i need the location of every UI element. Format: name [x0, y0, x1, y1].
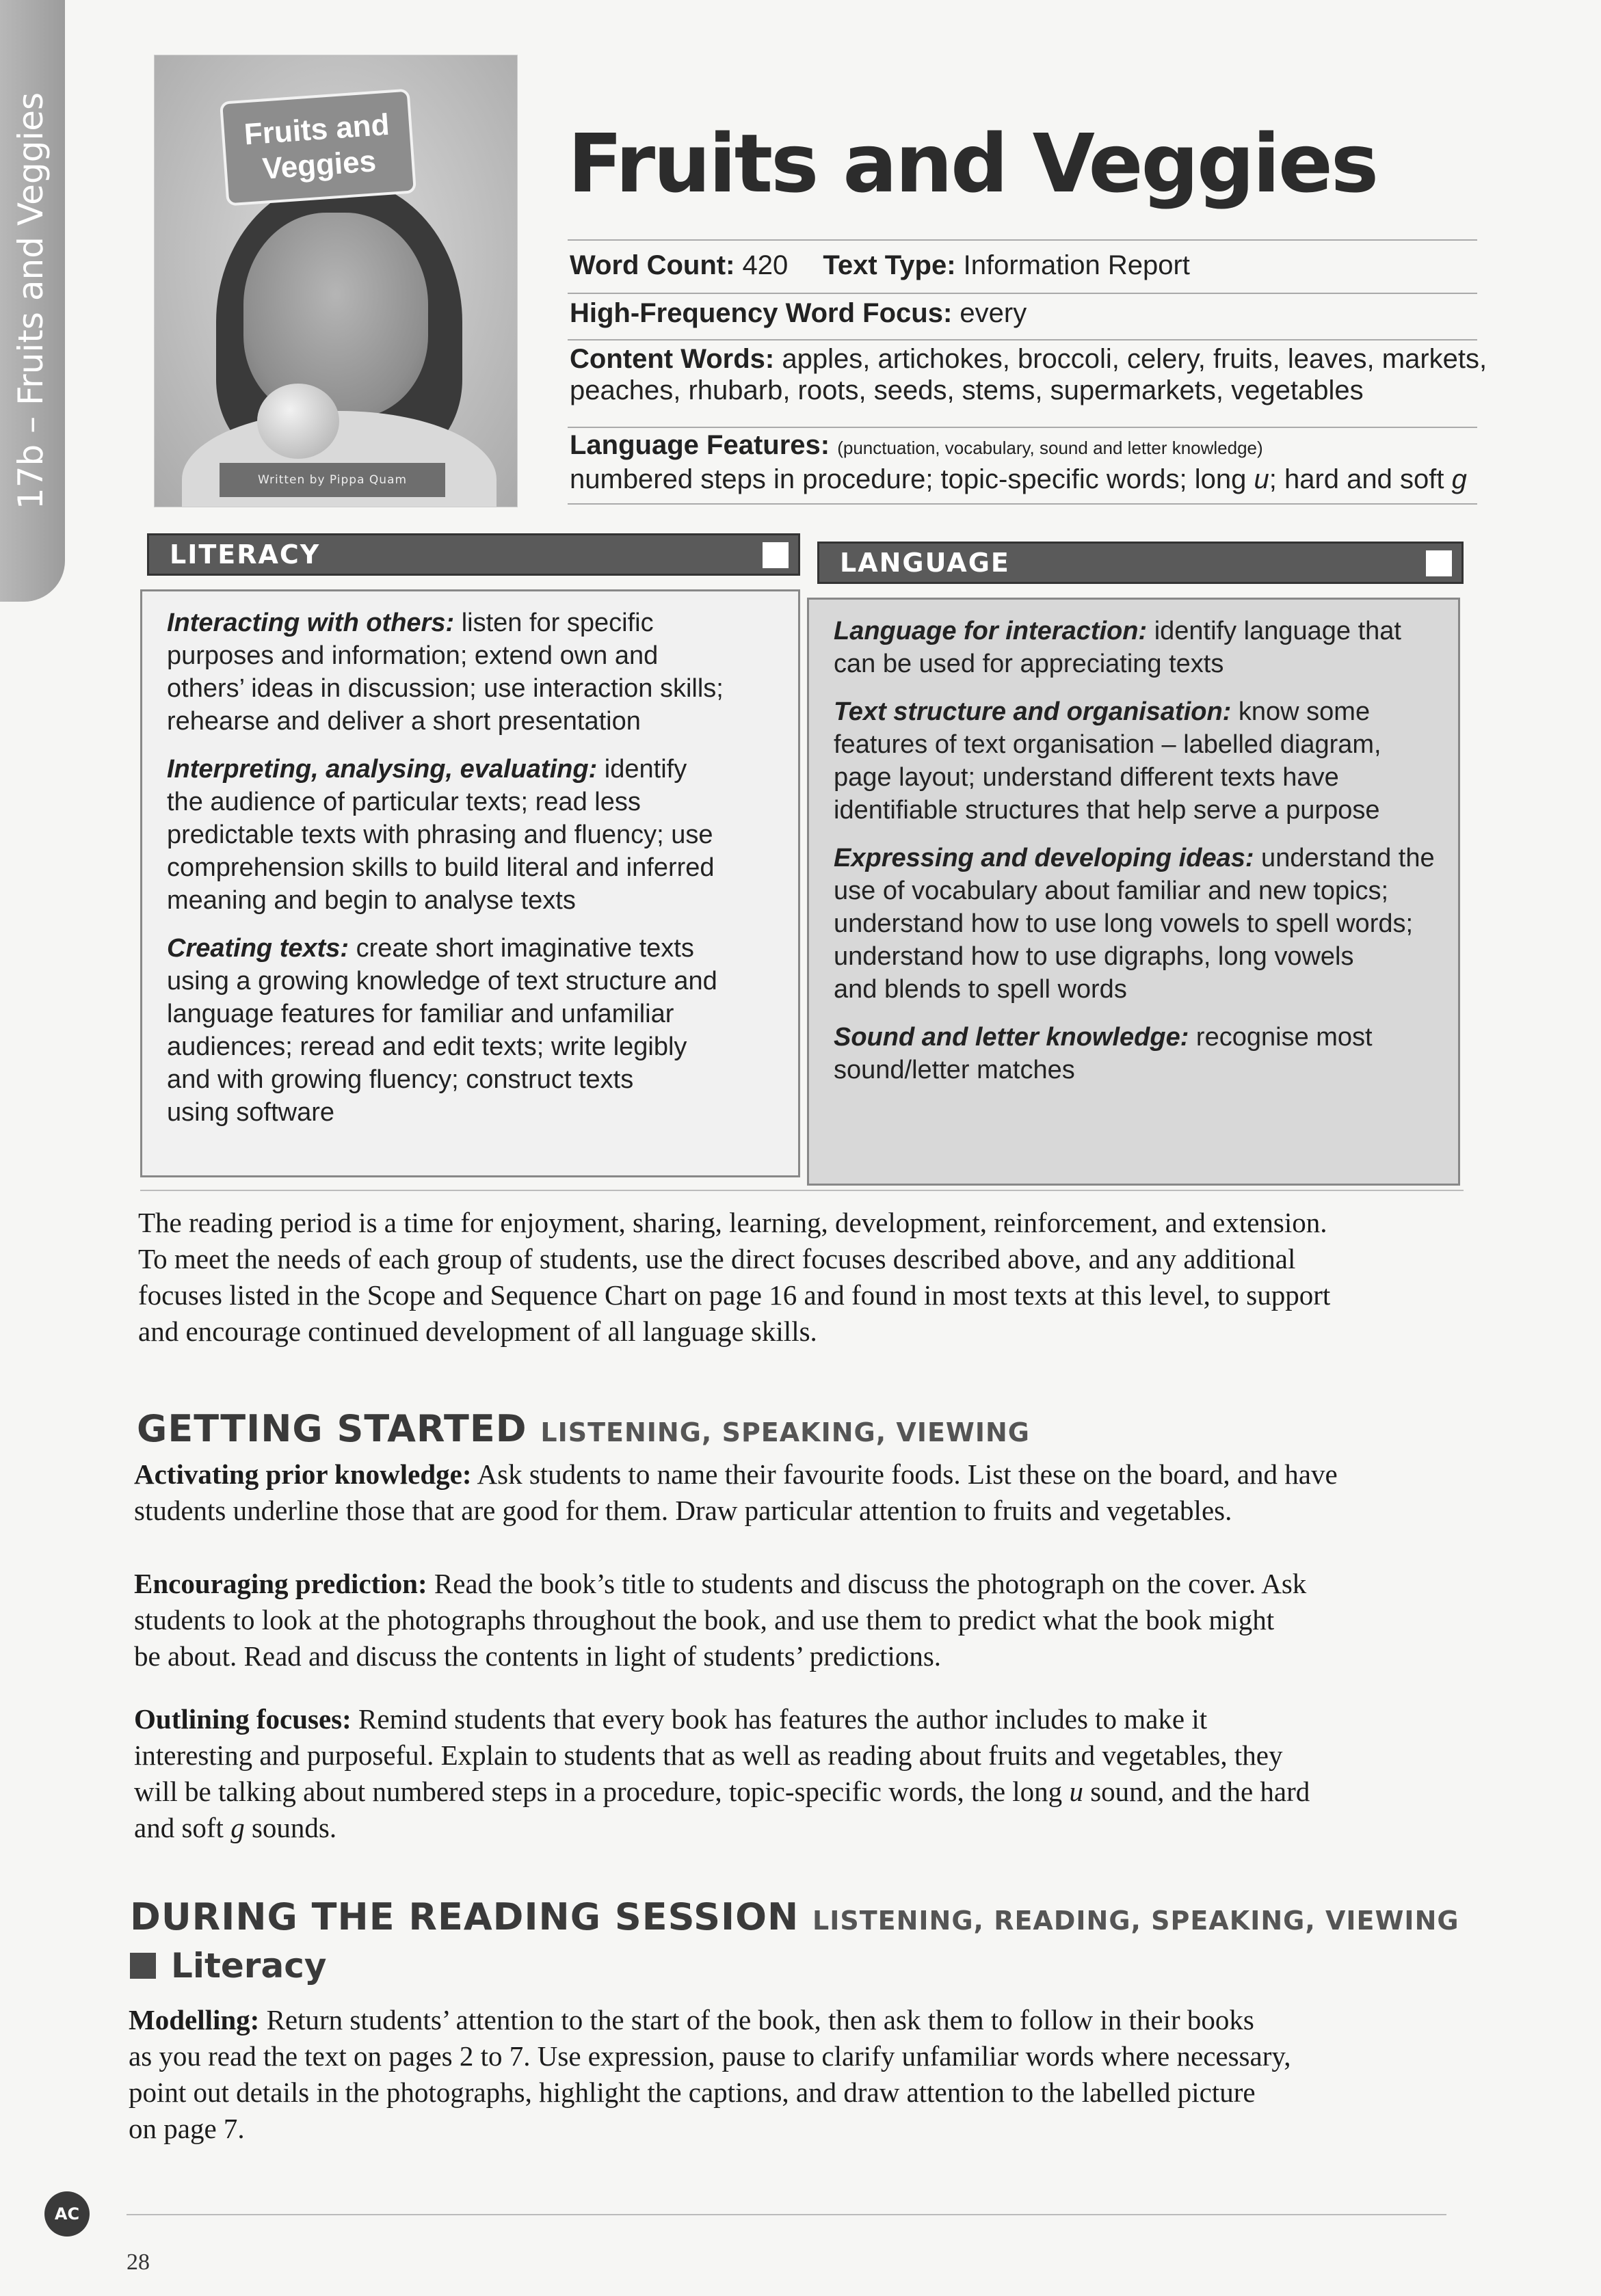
literacy-item-line: purposes and information; extend own and: [167, 641, 659, 670]
language-item: [834, 1021, 1440, 1086]
para-line: Remind students that every book has features the author includes to make it: [351, 1703, 1208, 1735]
page-number: 28: [127, 2250, 150, 2275]
language-item-line: and blends to spell words: [834, 975, 1127, 1004]
literacy-item-lead: Interacting with others:: [167, 609, 455, 637]
para-line: Return students’ attention to the start of the book, then ask them to follow in their books: [259, 2004, 1254, 2035]
para-line: be about. Read and discuss the contents in light of students’ predictions.: [134, 1640, 942, 1672]
literacy-item-line: using a growing knowledge of text structure and: [167, 967, 717, 996]
language-heading: LANGUAGE: [840, 548, 1010, 578]
literacy-item-line: using software: [167, 1098, 335, 1127]
literacy-item-line: identify: [597, 755, 687, 784]
literacy-item: [167, 606, 780, 738]
during-reading-subtitle: LISTENING, READING, SPEAKING, VIEWING: [812, 1906, 1459, 1936]
literacy-item-line: predictable texts with phrasing and fluency; use: [167, 820, 713, 849]
literacy-heading: LITERACY: [170, 539, 321, 570]
content-words-line: [570, 343, 1487, 406]
intro-line: and encourage continued development of all language skills.: [138, 1316, 817, 1347]
literacy-item-line: create short imaginative texts: [349, 934, 694, 963]
language-item-lead: Sound and letter knowledge:: [834, 1023, 1189, 1052]
language-item-line: understand how to use digraphs, long vowels: [834, 942, 1354, 971]
hf-word-line: [570, 298, 1027, 329]
language-item-line: can be used for appreciating texts: [834, 650, 1224, 678]
language-item-line: features of text organisation – labelled diagram,: [834, 730, 1381, 759]
language-item-line: identify language that: [1147, 617, 1401, 645]
getting-started-subtitle: LISTENING, SPEAKING, VIEWING: [540, 1417, 1030, 1447]
para-lead: Activating prior knowledge:: [134, 1458, 472, 1490]
square-bullet-icon: [130, 1953, 156, 1979]
section-divider: [140, 1190, 1464, 1191]
literacy-item-lead: Creating texts:: [167, 934, 349, 963]
literacy-item-line: and with growing fluency; construct texts: [167, 1065, 634, 1094]
intro-line: focuses listed in the Scope and Sequence Chart on page 16 and found in most texts at this level, to support: [138, 1279, 1331, 1311]
content-line2: peaches, rhubarb, roots, seeds, stems, supermarkets, vegetables: [570, 375, 1364, 405]
para-line: will be talking about numbered steps in a procedure, topic-specific words, the long: [134, 1776, 1070, 1807]
language-item-lead: Expressing and developing ideas:: [834, 844, 1254, 872]
lang-features-value-a: numbered steps in procedure; topic-specific words; long: [570, 464, 1254, 494]
cover-title-line1: Fruits and: [243, 107, 391, 151]
language-heading-bar: [817, 542, 1464, 584]
language-item-lead: Language for interaction:: [834, 617, 1148, 645]
footer-rule: [127, 2214, 1446, 2215]
cover-author: Written by Pippa Quam: [257, 473, 408, 487]
para-line: sounds.: [244, 1812, 337, 1843]
side-tab: [0, 0, 65, 602]
para-lead: Outlining focuses:: [134, 1703, 352, 1735]
during-reading-para: [129, 2002, 1291, 2147]
intro-line: The reading period is a time for enjoyment, sharing, learning, development, reinforcement, and extension.: [138, 1207, 1327, 1238]
language-features-line: [570, 429, 1467, 495]
literacy-subheading: [130, 1946, 326, 1986]
literacy-item-line: language features for familiar and unfamiliar: [167, 1000, 674, 1028]
side-tab-label: 17b – Fruits and Veggies: [11, 92, 51, 510]
getting-started-title: GETTING STARTED: [137, 1407, 527, 1450]
lang-features-value-b: ; hard and soft: [1269, 464, 1452, 494]
italic-letter: u: [1069, 1776, 1083, 1807]
getting-started-para: [134, 1701, 1310, 1846]
para-line: Ask students to name their favourite foods. List these on the board, and have: [471, 1458, 1338, 1490]
word-count-value: 420: [742, 250, 789, 280]
literacy-item-line: the audience of particular texts; read less: [167, 788, 641, 816]
info-rule: [568, 427, 1477, 428]
para-line: Read the book’s title to students and discuss the photograph on the cover. Ask: [427, 1568, 1307, 1599]
literacy-subheading-text: Literacy: [171, 1946, 327, 1986]
publisher-logo: AC: [44, 2191, 90, 2237]
italic-letter: g: [230, 1812, 245, 1843]
cover-title-line2: Veggies: [261, 144, 378, 186]
para-lead: Modelling:: [129, 2004, 260, 2035]
page-title: Fruits and Veggies: [568, 116, 1377, 211]
lang-features-note: (punctuation, vocabulary, sound and letter knowledge): [837, 438, 1263, 458]
language-item-line: know some: [1231, 697, 1371, 726]
para-line: point out details in the photographs, highlight the captions, and draw attention to the labelled picture: [129, 2077, 1256, 2108]
info-rule: [568, 239, 1477, 241]
cover-apple: [257, 384, 339, 459]
language-item-line: recognise most: [1189, 1023, 1373, 1052]
checkbox-icon: [763, 542, 789, 568]
language-item-line: understand the: [1254, 844, 1435, 872]
info-rule: [568, 293, 1477, 294]
para-line: on page 7.: [129, 2113, 245, 2144]
language-item-line: identifiable structures that help serve a purpose: [834, 796, 1380, 825]
language-item: [834, 842, 1440, 1006]
literacy-item-line: comprehension skills to build literal and inferred: [167, 853, 715, 882]
para-line: students to look at the photographs throughout the book, and use them to predict what the book might: [134, 1604, 1275, 1636]
intro-paragraph: [138, 1205, 1330, 1350]
book-cover-image: [154, 55, 518, 507]
literacy-item-line: meaning and begin to analyse texts: [167, 886, 576, 915]
language-item-lead: Text structure and organisation:: [834, 697, 1232, 726]
during-reading-title: DURING THE READING SESSION: [130, 1895, 799, 1938]
language-item: [834, 615, 1440, 680]
literacy-item: [167, 932, 780, 1129]
hf-label: High-Frequency Word Focus:: [570, 298, 953, 328]
para-lead: Encouraging prediction:: [134, 1568, 427, 1599]
language-item: [834, 695, 1440, 827]
content-line1: apples, artichokes, broccoli, celery, fruits, leaves, markets,: [782, 344, 1487, 374]
getting-started-para: [134, 1566, 1306, 1674]
info-rule: [568, 503, 1477, 505]
literacy-item-line: others’ ideas in discussion; use interaction skills;: [167, 674, 724, 703]
literacy-panel: [140, 589, 800, 1177]
text-type-label: Text Type:: [823, 250, 956, 280]
lang-features-label: Language Features:: [570, 430, 830, 460]
getting-started-heading: [137, 1407, 1030, 1450]
language-item-line: use of vocabulary about familiar and new topics;: [834, 877, 1389, 905]
language-item-line: understand how to use long vowels to spell words;: [834, 909, 1414, 938]
lang-features-u: u: [1254, 464, 1269, 494]
para-line: as you read the text on pages 2 to 7. Use expression, pause to clarify unfamiliar words where necessary,: [129, 2040, 1291, 2072]
checkbox-icon: [1426, 550, 1452, 576]
para-line: students underline those that are good for them. Draw particular attention to fruits and vegetables.: [134, 1495, 1232, 1526]
literacy-item-line: audiences; reread and edit texts; write legibly: [167, 1032, 687, 1061]
literacy-item-line: listen for specific: [454, 609, 654, 637]
word-count-label: Word Count:: [570, 250, 735, 280]
para-line: interesting and purposeful. Explain to students that as well as reading about fruits and vegetables, they: [134, 1739, 1283, 1771]
cover-title-box: [220, 88, 416, 206]
word-count-line: [570, 250, 1190, 281]
cover-author-box: [220, 463, 445, 497]
intro-line: To meet the needs of each group of students, use the direct focuses described above, and any additional: [138, 1243, 1296, 1274]
language-item-line: sound/letter matches: [834, 1056, 1075, 1084]
para-line: and soft: [134, 1812, 231, 1843]
info-rule: [568, 339, 1477, 341]
lang-features-g: g: [1451, 464, 1467, 494]
language-panel: [807, 598, 1460, 1186]
content-label: Content Words:: [570, 344, 775, 374]
literacy-item-line: rehearse and deliver a short presentation: [167, 707, 641, 736]
hf-value: every: [960, 298, 1027, 328]
literacy-item-lead: Interpreting, analysing, evaluating:: [167, 755, 598, 784]
during-reading-heading: [130, 1895, 1459, 1938]
getting-started-para: [134, 1456, 1338, 1529]
literacy-heading-bar: [147, 533, 800, 576]
literacy-item: [167, 753, 780, 917]
language-item-line: page layout; understand different texts have: [834, 763, 1339, 792]
text-type-value: Information Report: [963, 250, 1190, 280]
para-line: sound, and the hard: [1090, 1776, 1310, 1807]
cover-face: [243, 213, 428, 418]
